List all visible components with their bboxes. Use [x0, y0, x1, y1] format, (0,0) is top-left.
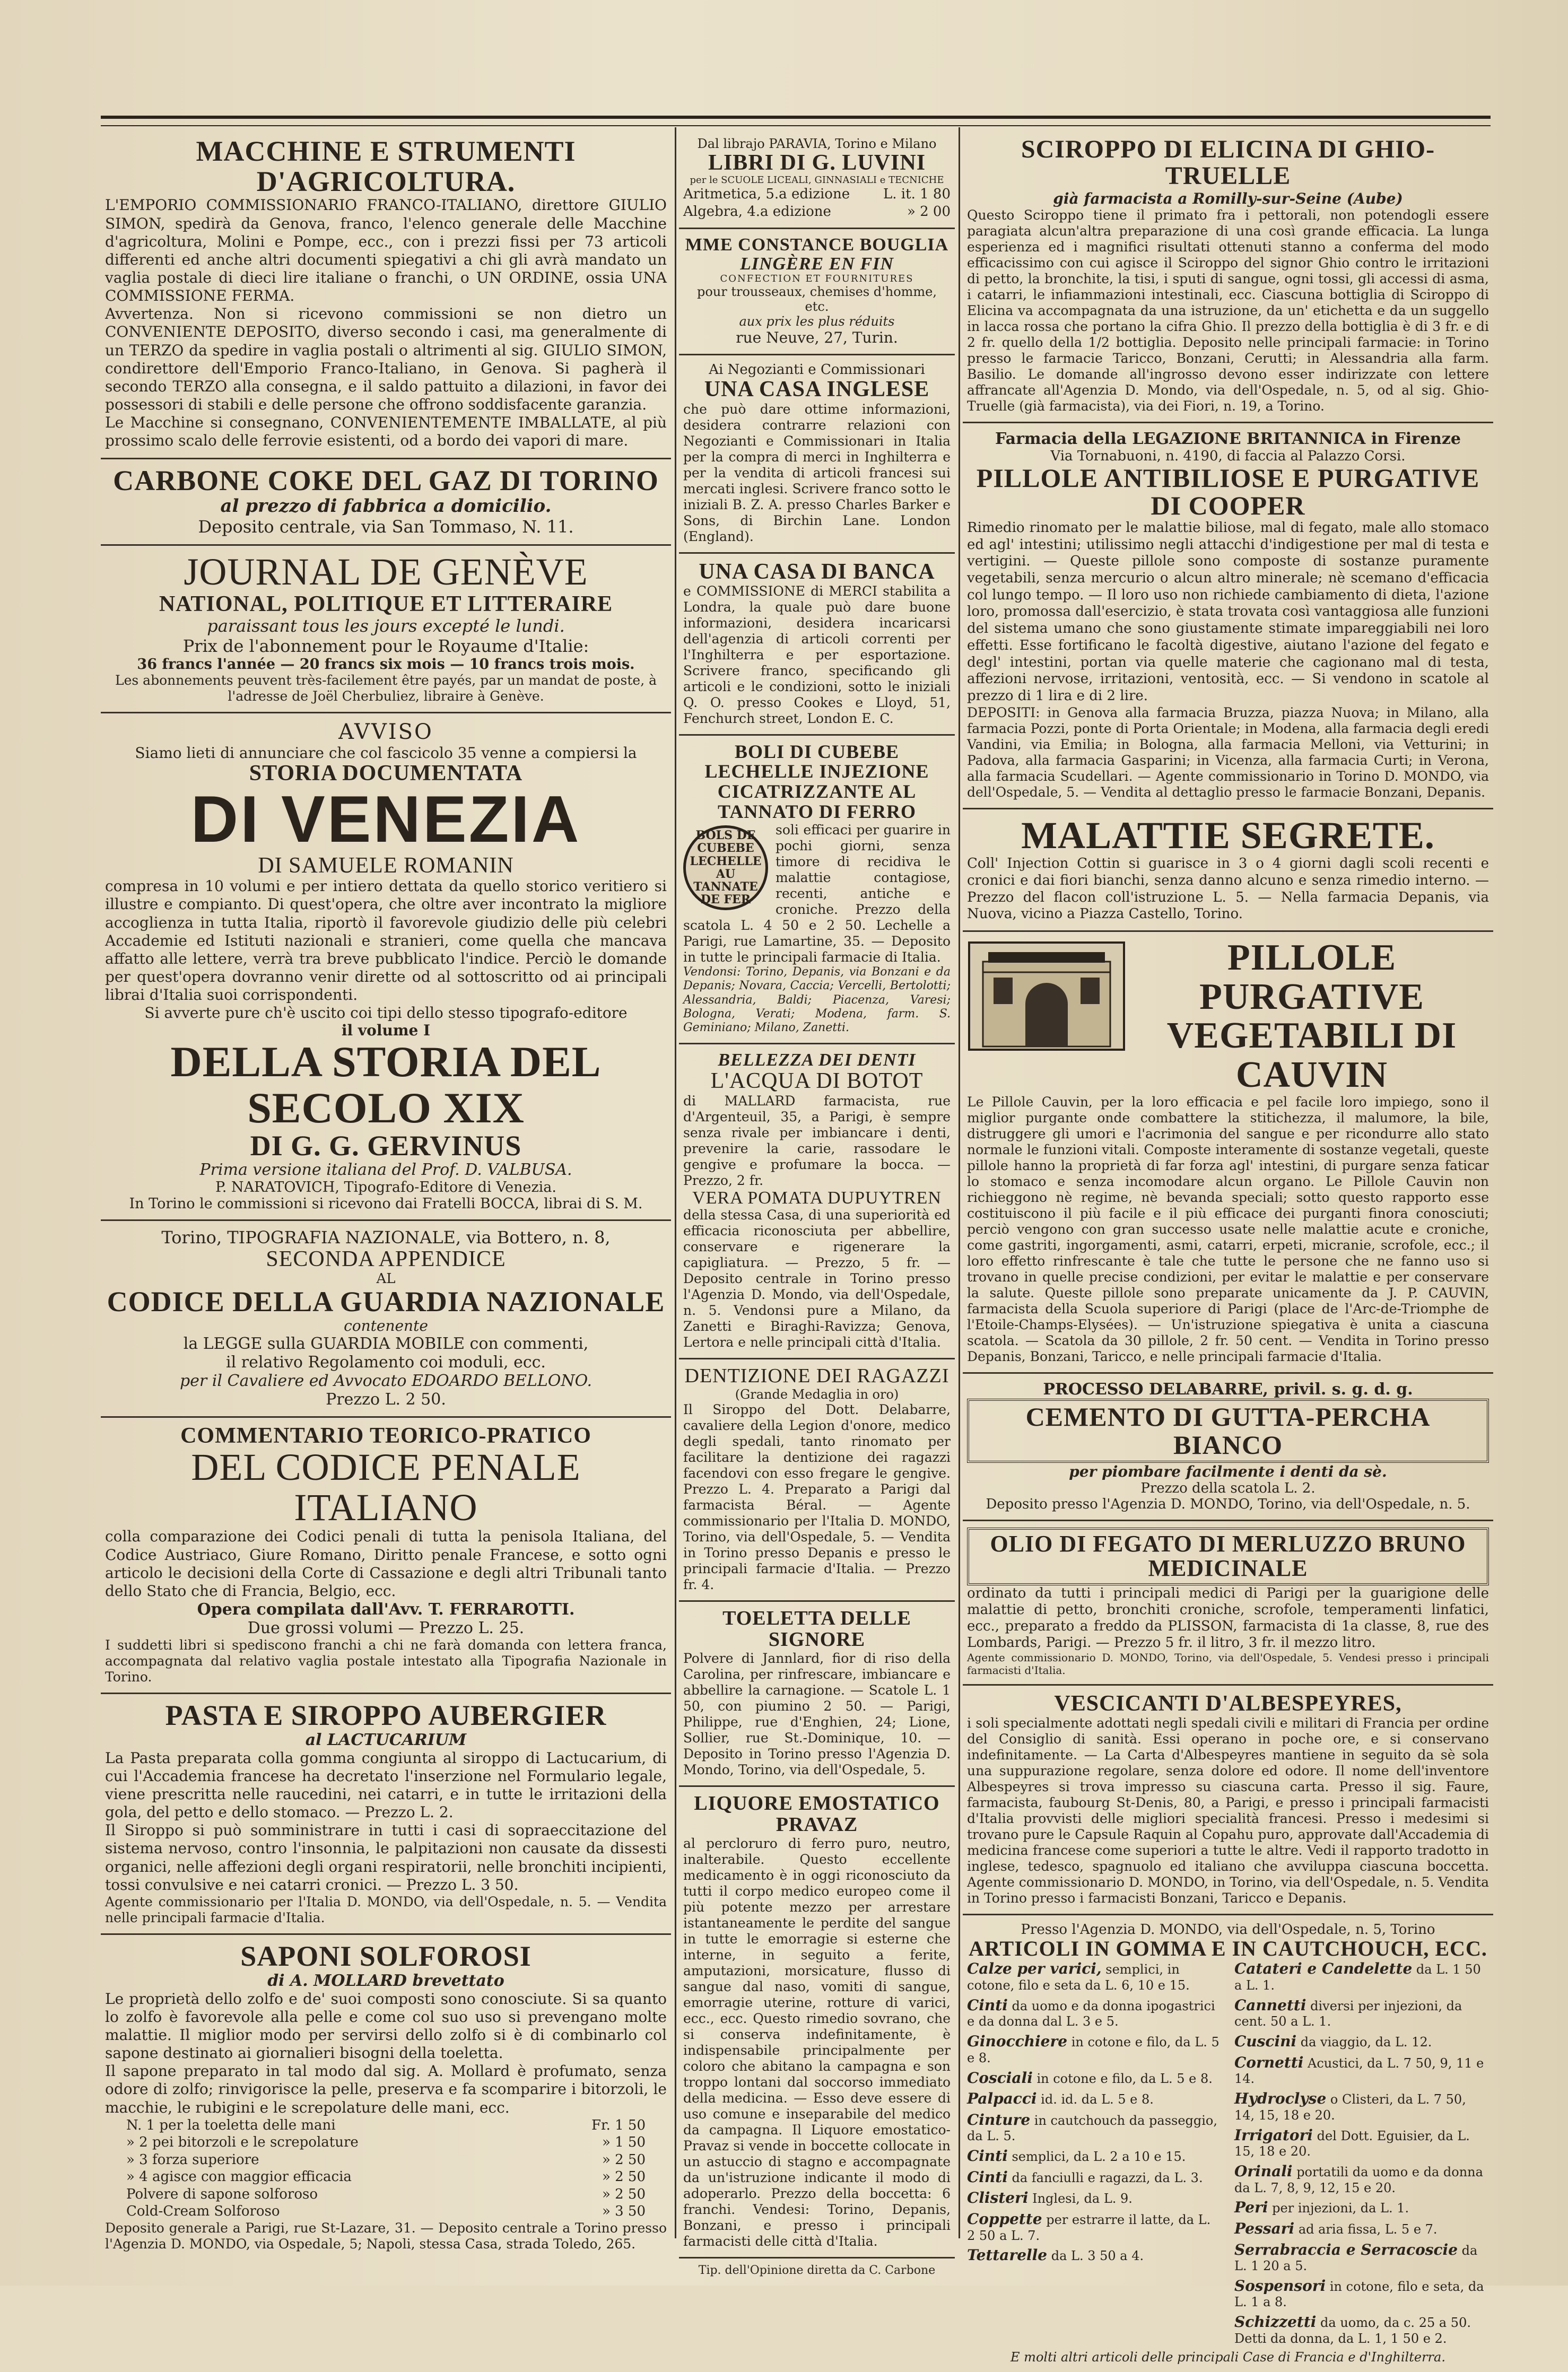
ad-title: L'ACQUA DI BOTOT [710, 1069, 924, 1094]
product-desc: in cotone, filo e seta, da L. 1 a 8. [1234, 2279, 1484, 2310]
ad-text: 36 francs l'année — 20 francs six mois — 10 francs trois mois. [137, 656, 635, 673]
product-name: Cinti [967, 2168, 1008, 2186]
ad-cemento-gutta-percha [963, 1374, 1493, 1521]
product-item [1234, 2277, 1489, 2310]
ad-title: SCIROPPO DI ELICINA DI GHIO-TRUELLE [1021, 135, 1435, 190]
ad-text: Deposito generale a Parigi, rue St-Lazare, 31. — Deposito centrale a Torino presso l'Agenzia D. MONDO, via Ospedale, 5; Napoli, stessa Casa, strada Toledo, 265. [105, 2220, 667, 2252]
ad-subtitle: STORIA DOCUMENTATA [249, 761, 523, 786]
price-label: » 3 forza superiore [126, 2151, 259, 2168]
top-rule [101, 116, 1491, 126]
ad-title: BELLEZZA DEI DENTI [718, 1050, 916, 1070]
product-name: Palpacci [967, 2090, 1037, 2108]
ad-text: Via Tornabuoni, n. 4190, di faccia al Palazzo Corsi. [1050, 448, 1406, 464]
ad-text: Agente commissionario per l'Italia D. MONDO, via dell'Ospedale, n. 5. — Vendita nelle principali farmacie d'Italia. [105, 1894, 667, 1925]
ad-text: Due grossi volumi — Prezzo L. 25. [247, 1618, 525, 1637]
ad-text: La Pasta preparata colla gomma congiunta al siroppo di Lactucarium, di cui l'Accademia francese ha decretato l'inserzione nel Formulario legale, viene prescritta nelle raucedini, nei catarri, e in tutte le irritazioni della gola, del petto e dello stomaco. — Prezzo L. 2. [105, 1749, 667, 1821]
ad-text: al prezzo di fabbrica a domicilio. [220, 495, 552, 517]
ad-text: In Torino le commissioni si ricevono dai Fratelli BOCCA, librai di S. M. [129, 1196, 643, 1213]
ad-text: colla comparazione dei Codici penali di tutta la penisola Italiana, del Codice Austriaco, Giure Romano, Diritto penale Francese, e sotto ogni articolo le decisioni della Corte di Cassazione e degli altri Tribunali tanto dello Stato che di Francia, Belgio, ecc. [105, 1528, 667, 1600]
product-name: Calze per varici, [967, 1960, 1102, 1978]
product-desc: id. id. da L. 5 e 8. [1036, 2092, 1154, 2107]
ad-text: compresa in 10 volumi e per intiero dettata da quello storico veritiero si illustre e compianto. Di quest'opera, che oltre aver incontrato la migliore accoglienza in tutta Italia, riportò il favorevole giudizio delle più celebri Accademie ed Istituti nazionali e stranieri, come quella che mancava affatto alle lettere, verrà tra breve pubblicato l'indice. Perciò le domande per quest'opera dovranno venir dirette od al sottoscritto od ai principali librai d'Italia suoi corrispondenti. [105, 877, 667, 1004]
product-item [1234, 2033, 1489, 2051]
product-item [967, 2189, 1222, 2207]
product-desc: da L. 1 50 a L. 1. [1234, 1962, 1481, 1993]
ad-pasta-aubergier [101, 1694, 671, 1935]
ad-articoli-gomma [963, 1915, 1493, 2371]
price-row [683, 186, 951, 203]
price-value: » 3 50 [602, 2203, 646, 2220]
ad-text: Opera compilata dall'Avv. T. FERRAROTTI. [197, 1600, 575, 1619]
product-item [1234, 2126, 1489, 2159]
ad-text: Deposito centrale, via San Tommaso, N. 11. [198, 517, 574, 537]
ad-text: Dal librajo PARAVIA, Torino e Milano [697, 136, 937, 151]
ad-libri-luvini [679, 130, 955, 229]
ad-text: Les abonnements peuvent très-facilement être payés, par un mandat de poste, à l'adresse de Joël Cherbuliez, libraire à Genève. [115, 672, 657, 704]
ad-text: Rimedio rinomato per le malattie biliose, mal di fegato, male allo stomaco ed agl' intestini; utilissimo negli attacchi d'indigestione per mal di testa e vertigini. — Queste pillole sono composte di sostanze puramente vegetabili, senza mercurio o alcun altro minerale; nè scemano d'efficacia col lungo tempo. — Il loro uso non richiede cambiamento di dieta, l'azione loro, promossa dall'esercizio, è stata trovata così vantaggiosa alle funzioni del sistema umano che sono giustamente stimate impareggiabili nei loro effetti. Esse fortificano le facoltà digestive, aiutano l'azione del fegato e degl' intestini, portan via quelle materie che cagionano mal di testa, affezioni nervose, irritazioni, ventosità, ecc. — Si vendono in scatole al prezzo di 1 lira e di 2 lire. [967, 519, 1489, 704]
price-label: Polvere di sapone solforoso [126, 2186, 318, 2202]
product-name: Cornetti [1234, 2053, 1304, 2071]
ad-text: al percloruro di ferro puro, neutro, inalterabile. Questo eccellente medicamento è in oggi riconosciuto da tutti il corpo medico europeo come il più potente mezzo per arrestare istantaneamente le perdite del sangue in tutte le emorragie si esterne che interne, in seguito a ferite, amputazioni, morsicature, flusso di sangue dal naso, vomiti di sangue, emorragie uterine, rotture di varici, ecc., ecc. Questo rimedio sovrano, che si conserva indefinitamente, è indispensabile principalmente per coloro che abitano la campagna e son troppo lontani dal soccorso immediato della medicina. — Esso deve essere di uso comune e inseparabile del medico da campagna. Il Liquore emostatico-Pravaz si vende in boccette collocate in un astuccio di stagno e accompagnate da un'istruzione indicante il modo di adoperarlo. Prezzo della boccetta: 6 franchi. Vendesi: Torino, Depanis, Bonzani, e presso i principali farmacisti delle città d'Italia. [683, 1835, 951, 2249]
product-item [967, 2090, 1222, 2108]
ad-text: paraissant tous les jours excepté le lundi. [207, 615, 565, 636]
product-name: Clisteri [967, 2189, 1029, 2207]
price-value: » 2 00 [907, 203, 951, 220]
product-item [967, 2210, 1222, 2243]
ad-author: DI G. G. GERVINUS [250, 1129, 522, 1162]
product-name: Ginocchiere [967, 2033, 1068, 2051]
ad-text: Il Siroppo del Dott. Delabarre, cavaliere della Legion d'onore, medico degli spedali, tanto rinomato per facilitare la dentizione dei ragazzi facendovi con esso fregare le gengive. Prezzo L. 4. Preparato a Parigi dal farmacista Béral. — Agente commissionario per l'Italia D. MONDO, Torino, via dell'Ospedale, 5. — Vendita in Torino presso Depanis e presso le principali farmacie d'Italia. — Prezzo fr. 4. [683, 1402, 951, 1593]
price-row [126, 2186, 646, 2203]
ad-botot [679, 1044, 955, 1359]
ad-subtitle: al LACTUCARIUM [305, 1730, 467, 1749]
price-row [126, 2151, 646, 2169]
price-value: » 2 50 [602, 2151, 646, 2168]
product-desc: Inglesi, da L. 9. [1028, 2191, 1133, 2207]
price-row [126, 2203, 646, 2220]
ad-text: Il sapone preparato in tal modo dal sig. A. Mollard è profumato, senza odore di zolfo; rinvigorisce la pelle, preserva e fa scomparire i bitorzoli, le macchie, le rubigini e le screpolature delle mani, ecc. [105, 2062, 667, 2116]
product-name: Cuscini [1234, 2033, 1297, 2051]
product-desc: semplici, in cotone, filo e seta da L. 6, 10 e 15. [967, 1962, 1190, 1993]
ad-label: AVVISO [338, 719, 433, 744]
product-name: Tettarelle [967, 2246, 1048, 2264]
product-name: Orinali [1234, 2162, 1293, 2180]
ad-text: E molti altri articoli delle principali Case di Francia e d'Inghilterra. [1011, 2349, 1445, 2365]
ad-sciroppo-elicina [963, 130, 1493, 423]
price-value: » 1 50 [602, 2134, 646, 2151]
ad-title: CEMENTO DI GUTTA-PERCHA BIANCO [967, 1399, 1489, 1463]
product-list-left [967, 1960, 1222, 2349]
product-name: Catateri e Candelette [1234, 1960, 1413, 1978]
ad-title: CARBONE COKE DEL GAZ DI TORINO [113, 464, 659, 496]
ad-title: LIBRI DI G. LUVINI [708, 151, 926, 175]
ad-dentizione [679, 1359, 955, 1602]
price-value: » 2 50 [602, 2186, 646, 2202]
product-item [967, 2069, 1222, 2087]
ad-title: VERA POMATA DUPUYTREN [692, 1188, 942, 1208]
product-name: Schizzetti [1234, 2313, 1317, 2331]
ad-title: PASTA E SIROPPO AUBERGIER [165, 1699, 607, 1731]
price-label: Algebra, 4.a edizione [683, 203, 831, 220]
price-label: Aritmetica, 5.a edizione [683, 186, 850, 203]
product-desc: da uomo, da c. 25 a 50. Detti da donna, da L. 1, 1 50 e 2. [1234, 2315, 1471, 2346]
product-desc: da L. 3 50 a 4. [1047, 2248, 1144, 2264]
ad-saponi [101, 1935, 671, 2260]
ad-title: BOLI DI CUBEBE LECHELLE INJEZIONE CICATRIZZANTE AL TANNATO DI FERRO [704, 740, 929, 823]
ad-casa-banca [679, 554, 955, 736]
ad-text: CONFECTION ET FOURNITURES [720, 273, 914, 285]
ad-text: Avvertenza. Non si ricevono commissioni se non dietro un CONVENIENTE DEPOSITO, diverso secondo i casi, ma generalmente di un TERZO da spedire in vaglia postali o altrimenti al sig. GIULIO SIMON, condirettore dell'Emporio Franco-Italiano, in Genova. Si pagherà il secondo TERZO alla consegna, e il saldo pattuito a dilazioni, in favor dei possessori di stabili e delle persone che offrono soddisfacente garanzia. [105, 305, 667, 414]
ad-olio-merluzzo [963, 1521, 1493, 1686]
ad-codice-penale [101, 1418, 671, 1694]
product-desc: diversi per injezioni, da cent. 50 a L. 1. [1234, 1998, 1462, 2029]
product-name: Serrabraccia e Serracoscie [1234, 2240, 1458, 2258]
ad-text: Vendonsi: Torino, Depanis, via Bonzani e da Depanis; Novara, Caccia; Vercelli, Bertolotti; Alessandria, Baldi; Piacenza, Varesi; Bologna, Verati; Modena, farm. S. Geminiano; Milano, Zanetti. [683, 965, 951, 1035]
ad-text: il relativo Regolamento coi moduli, ecc. [226, 1353, 546, 1372]
ad-text: Prix de l'abonnement pour le Royaume d'Italie: [182, 635, 589, 656]
product-name: Hydroclyse [1234, 2090, 1327, 2108]
product-item [1234, 2054, 1489, 2087]
ad-author: DI SAMUELE ROMANIN [258, 853, 514, 878]
product-desc: ad aria fissa, L. 5 e 7. [1294, 2221, 1438, 2237]
column-divider [959, 127, 960, 2238]
ad-text: per le SCUOLE LICEALI, GINNASIALI e TECNICHE [690, 175, 944, 186]
ad-title: TOELETTA DELLE SIGNORE [722, 1607, 911, 1651]
ad-title: SAPONI SOLFOROSI [240, 1940, 532, 1972]
ad-title: DENTIZIONE DEI RAGAZZI [684, 1365, 949, 1388]
ad-title: DI VENEZIA [190, 783, 581, 857]
ad-vescicanti [963, 1686, 1493, 1915]
ad-title: MALATTIE SEGRETE. [1021, 814, 1435, 857]
product-item [1234, 2241, 1489, 2274]
ad-text: per il Cavaliere ed Avvocato EDOARDO BELLONO. [179, 1372, 593, 1391]
ad-text: L'EMPORIO COMMISSIONARIO FRANCO-ITALIANO, direttore GIULIO SIMON, spedirà da Genova, franco, l'elenco generale delle Macchine d'agricoltura, Molini e Pompe, ecc., con i prezzi fissi per 73 articoli differenti ed anche altri documenti spiegativi a chi gli avrà mandato un vaglia postale di dieci lire italiane o franchi, o UN ORDINE, ossia UNA COMMISSIONE FERMA. [105, 196, 667, 305]
product-desc: in cotone e filo, da L. 5 e 8. [1032, 2071, 1213, 2086]
price-list [105, 2117, 667, 2220]
ad-subtitle: SECONDA APPENDICE [266, 1247, 506, 1272]
ad-macchine [101, 130, 671, 459]
product-desc: in cautchouch da passeggio, da L. 5. [967, 2113, 1218, 2144]
product-desc: del Dott. Eguisier, da L. 15, 18 e 20. [1234, 2128, 1470, 2159]
ad-text: di MALLARD farmacista, rue d'Argenteuil, 35, a Parigi, è sempre senza rivale per imbiancare i denti, prevenire la carie, rassodare le gengive e profumare la bocca. — Prezzo, 2 fr. [683, 1093, 951, 1188]
ad-text: la LEGGE sulla GUARDIA MOBILE con commenti, [183, 1335, 589, 1354]
ad-title: PILLOLE PURGATIVE VEGETABILI DI CAUVIN [1166, 937, 1457, 1095]
ad-pillole-cooper [963, 423, 1493, 809]
ad-carbone [101, 459, 671, 546]
ad-text: che può dare ottime informazioni, desidera contrarre relazioni con Negozianti e Commissionari in Italia per la compra di merci in Inghilterra e per la vendita di articoli francesi sui mercati inglesi. Scrivere franco sotto le iniziali B. Z. A. presso Charles Barker e Sons, di Birchin Lane. London (England). [683, 401, 951, 544]
product-name: Cannetti [1234, 1996, 1306, 2014]
price-label: » 2 pei bitorzoli e le screpolature [126, 2134, 359, 2151]
product-item [967, 2033, 1222, 2065]
printer-imprint: Tip. dell'Opinione diretta da C. Carbone [698, 2263, 936, 2277]
product-name: Irrigatori [1234, 2126, 1313, 2144]
product-name: Cinti [967, 1996, 1008, 2014]
ad-title: LIQUORE EMOSTATICO PRAVAZ [694, 1792, 940, 1836]
ad-text: pour trousseaux, chemises d'homme, etc. [696, 284, 937, 315]
ad-text: Presso l'Agenzia D. MONDO, via dell'Ospedale, n. 5, Torino [1021, 1922, 1435, 1938]
ad-casa-inglese [679, 355, 955, 553]
product-item [1234, 1960, 1489, 1993]
ad-pillole-cauvin [963, 932, 1493, 1374]
ad-text: Le Pillole Cauvin, per la loro efficacia e pel facile loro impiego, sono il miglior purgante onde combattere la stitichezza, il malumore, la bile, distruggere gli umori e l'acrimonia del sangue e per ricondurre allo stato normale le funzioni vitali. Composte interamente di sostanze vegetali, queste pillole hanno la proprietà di far forza agl' intestini, di purgare senza faticar lo stomaco e senza incomodare alcun organo. Le Pillole Cauvin non richieggono nè regime, nè bevanda speciali; sotto questo rapporto esse costituiscono il più facile e il più efficace dei purganti finora conosciuti; perciò vengono con gran successo usate nelle malattie acute e croniche, come gastriti, ingorgamenti, asmi, catarri, erpeti, micranie, scrofole, ecc.; il loro effetto rinfrescante è tale che tutte le persone che ne fanno uso si trovano in quelle precise condizioni, per evitar le malattie e per conservare la salute. Queste pillole sono preparate unicamente da J. P. CAUVIN, farmacista della Scuola superiore di Parigi (place de l'Arc-de-Triomphe de l'Etoile-Champs-Elysées). — Un'istruzione spiegativa è unita a ciascuna scatola. — Scatola da 30 pillole, 2 fr. 50 cent. — Vendita in Torino presso Depanis, Bonzani, Taricco, e nelle principali farmacie d'Italia. [967, 1094, 1489, 1365]
ad-title: MACCHINE E STRUMENTI D'AGRICOLTURA. [196, 135, 576, 197]
ad-text: Questo Sciroppo tiene il primato fra i pettorali, non potendogli essere paragiata alcun'altra preparazione di una così grande efficacia. La lunga esperienza ed i magnifici risultati ottenuti stanno a conferma del modo efficacissimo con cui agisce il Sciroppo del signor Ghio contro le irritazioni di petto, la bronchite, la tisi, i sputi di sangue, ogni tossi, gli accessi di asma, i catarri, le infiammazioni intestinali, ecc. Ciascuna bottiglia di Sciroppo di Elicina va accompagnata da una istruzione, da un' etichetta e da un suggello in lacca rossa che portano la cifra Ghio. Il prezzo della bottiglia è di 3 fr. e di 2 fr. quello della 1/2 bottiglia. Deposito nelle principali farmacie: in Torino presso le farmacie Taricco, Bonzani, Cerutti; in Alessandria alla farm. Basilio. Le domande all'ingrosso devono esser indirizzate con lettere affrancate all'Agenzia D. Mondo, via dell'Ospedale, n. 5, od al sig. Ghio-Truelle (già farmacista), via dei Fiori, n. 19, a Torino. [967, 207, 1489, 414]
ad-subtitle: (Grande Medaglia in oro) [735, 1387, 899, 1402]
ad-title: MME CONSTANCE BOUGLIA [685, 235, 949, 255]
ad-bouglia [679, 229, 955, 355]
middle-column [679, 130, 955, 2277]
product-item [1234, 2090, 1489, 2123]
product-grid [967, 1960, 1489, 2349]
ad-text: Si avverte pure ch'è uscito coi tipi dello stesso tipografo-editore [144, 1004, 628, 1022]
price-value: Fr. 1 50 [591, 2117, 646, 2133]
ad-malattie-segrete [963, 809, 1493, 932]
price-value: » 2 50 [602, 2169, 646, 2185]
ad-title: DELLA STORIA DEL SECOLO XIX [170, 1037, 602, 1132]
product-name: Peri [1234, 2199, 1268, 2217]
product-desc: portatili da uomo e da donna da L. 7, 8, 9, 12, 15 e 20. [1234, 2164, 1483, 2195]
ad-text: e COMMISSIONE di MERCI stabilita a Londra, la quale può dare buone informazioni, desidera incaricarsi dell'agenzia di articoli correnti per l'Inghilterra e per esportazione. Scrivere franco, specificando gli articoli e le condizioni, sotto le iniziali Q. O. presso Cookes e Lloyd, 51, Fenchurch street, London E. C. [683, 583, 951, 726]
ad-text: Farmacia della LEGAZIONE BRITANNICA in Firenze [995, 429, 1461, 448]
column-divider [675, 127, 676, 2238]
ad-avviso-venezia [101, 713, 671, 1221]
price-value: L. it. 1 80 [883, 186, 951, 203]
ad-price: Prezzo della scatola L. 2. [1140, 1480, 1316, 1497]
product-item [967, 1960, 1222, 1993]
price-row [126, 2134, 646, 2151]
ad-text: Deposito presso l'Agenzia D. MONDO, Torino, via dell'Ospedale, n. 5. [986, 1496, 1470, 1513]
ad-text: aux prix les plus réduits [739, 314, 895, 329]
product-item [1234, 2199, 1489, 2217]
product-name: Sospensori [1234, 2277, 1326, 2295]
price-row [126, 2168, 646, 2186]
ad-text: Ai Negozianti e Commissionari [709, 362, 925, 378]
product-item [967, 2168, 1222, 2186]
product-item [967, 2246, 1222, 2264]
product-desc: per injezioni, da L. 1. [1268, 2201, 1409, 2216]
product-name: Pessari [1234, 2219, 1295, 2237]
ad-subtitle: già farmacista a Romilly-sur-Seine (Aube) [1053, 189, 1403, 207]
price-list [683, 186, 951, 220]
price-row [683, 203, 951, 221]
price-label: Cold-Cream Solforoso [126, 2203, 280, 2220]
product-desc: per estrarre il latte, da L. 2 50 a L. 7. [967, 2212, 1211, 2243]
ad-title: UNA CASA DI BANCA [699, 559, 935, 584]
ad-title: ARTICOLI IN GOMMA E IN CAUTCHOUCH, ECC. [969, 1937, 1487, 1961]
ad-text: rue Neuve, 27, Turin. [736, 329, 898, 347]
price-label: N. 1 per la toeletta delle mani [126, 2117, 336, 2133]
ad-text: Le proprietà dello zolfo e de' suoi composti sono conosciute. Si sa quanto lo zolfo è favorevole alla pelle e come col suo uso si prevengano molte malattie. Il miglior modo per servirsi dello zolfo si è di combinarlo col sapone destinato ai giornalieri bisogni della toeletta. [105, 1990, 667, 2062]
product-item [967, 2147, 1222, 2165]
ad-text: della stessa Casa, di una superiorità ed efficacia riconosciuta per abbellire, conservare e rigenerare la capigliatura. — Prezzo, 5 fr. — Deposito centrale in Torino presso l'Agenzia D. Mondo, via dell'Ospedale, n. 5. Vendonsi pure a Milano, da Zanetti e Biraghi-Ravizza; Genova, Lertora e nelle principali città d'Italia. [683, 1207, 951, 1350]
ad-text: Prima versione italiana del Prof. D. VALBUSA. [199, 1161, 572, 1180]
ad-text: Siamo lieti di annunciare che col fascicolo 35 venne a compiersi la [135, 744, 637, 762]
ad-text: DEPOSITI: in Genova alla farmacia Bruzza, piazza Nuova; in Milano, alla farmacia Pozzi, ponte di Porta Orientale; in Modena, alla farmacia degli eredi Vandini, via Emilia; in Bologna, alla farmacia Melloni, via Vetturini; in Padova, alla farmacia Gasparini; in Vicenza, alla farmacia Curti; in Verona, alla farmacia Scudellari. — Agente commissionario in Torino D. MONDO, via dell'Ospedale, 5. — Vendita al dettaglio presso le farmacie Bonzani, Depanis. [967, 704, 1489, 800]
ad-subtitle: di A. MOLLARD brevettato [267, 1971, 504, 1990]
ad-toeletta [679, 1602, 955, 1787]
ad-journal-de-geneve [101, 546, 671, 713]
ad-title: VESCICANTI D'ALBESPEYRES, [1054, 1691, 1402, 1716]
ad-title: JOURNAL DE GENÈVE [184, 551, 588, 594]
product-desc: in cotone e filo, da L. 5 e 8. [967, 2035, 1219, 2065]
product-desc: da L. 1 20 a 5. [1234, 2243, 1478, 2274]
ad-title: CODICE DELLA GUARDIA NAZIONALE [107, 1286, 665, 1318]
product-item [967, 1996, 1222, 2029]
right-column [963, 130, 1493, 2365]
ad-text: PROCESSO DELABARRE, privil. s. g. d. g. [1043, 1380, 1413, 1399]
product-list-right [1234, 1960, 1489, 2349]
ad-boli-cubebe [679, 736, 955, 1044]
ad-title: PILLOLE ANTIBILIOSE E PURGATIVE DI COOPER [976, 463, 1480, 521]
product-desc: o Clisteri, da L. 7 50, 14, 15, 18 e 20. [1234, 2092, 1466, 2123]
ad-text: AL [376, 1271, 396, 1287]
ad-title: UNA CASA INGLESE [704, 377, 930, 402]
product-name: Cinti [967, 2147, 1008, 2165]
product-desc: semplici, da L. 2 a 10 e 15. [1007, 2149, 1186, 2165]
ad-liquore-pravaz [679, 1787, 955, 2258]
product-desc: da uomo e da donna ipogastrici e da donna dal L. 3 e 5. [967, 1998, 1215, 2029]
ad-text: i soli specialmente adottati negli spedali civili e militari di Francia per ordine del Consiglio di sanità. Essi operano in poche ore, e si conservano indefinitamente. — La Carta d'Albespeyres mantiene in seguito da sè sola una suppurazione regolare, senza dolore ed odore. Il nome dell'inventore Albespeyres si trova impresso su ciascuna carta. Presso il sig. Faure, farmacista, faubourg St-Denis, 80, a Parigi, e presso i principali farmacisti d'Italia provvisti delle migliori specialità francesi. Presso i medesimi si trovano pure le Capsule Raquin al Copahu puro, approvate dall'Accademia di medicina francese come superiori a tutte le altre. Vedi il rapporto tradotto in inglese, tedesco, spagnuolo ed italiano che avviluppa ciascuna boccetta. Agente commissionario D. MONDO, in Torino, via dell'Ospedale, n. 5. Vendita in Torino presso i farmacisti Bonzani, Taricco e Depanis. [967, 1715, 1489, 1906]
product-name: Cinture [967, 2111, 1031, 2129]
product-item [1234, 2220, 1489, 2238]
ad-text: soli efficaci per guarire in pochi giorni, senza timore di recidiva le malattie contagiose, recenti, antiche e croniche. Prezzo della scatola L. 4 50 e 2 50. Lechelle a Parigi, rue Lamartine, 35. — Deposito in tutte le principali farmacie di Italia. [683, 822, 951, 965]
product-desc: da fanciulli e ragazzi, da L. 3. [1007, 2170, 1203, 2185]
ad-text: P. NARATOVICH, Tipografo-Editore di Venezia. [215, 1179, 556, 1196]
ad-title: OLIO DI FEGATO DI MERLUZZO BRUNO MEDICINALE [967, 1528, 1489, 1585]
ad-text: per piombare facilmente i denti da sè. [1069, 1463, 1387, 1481]
ad-title: COMMENTARIO TEORICO-PRATICO [180, 1424, 591, 1449]
product-name: Coppette [967, 2210, 1042, 2228]
pharmacy-building-illustration [967, 940, 1126, 1052]
product-item [1234, 2313, 1489, 2346]
ad-title: DEL CODICE PENALE ITALIANO [191, 1446, 581, 1529]
product-item [1234, 2162, 1489, 2195]
ad-text: contenente [344, 1317, 428, 1335]
ad-text: ordinato da tutti i principali medici di Parigi per la guarigione delle malattie di petto, bronchiti croniche, scrofole, temperamenti linfatici, ecc., preparato a freddo da PLISSON, farmacista di 1a classe, 8, rue des Lombards, Parigi. — Prezzo 5 fr. il litro, 3 fr. il mezzo litro. [967, 1585, 1489, 1651]
left-column [101, 130, 671, 2252]
product-name: Cosciali [967, 2069, 1033, 2087]
ad-subtitle: NATIONAL, POLITIQUE ET LITTERAIRE [159, 591, 613, 616]
ad-text: Le Macchine si consegnano, CONVENIENTEMENTE IMBALLATE, al più prossimo scalo delle ferrovie esistenti, od a bordo dei vapori di mare. [105, 414, 667, 450]
ad-text: Agente commissionario D. MONDO, Torino, via dell'Ospedale, 5. Vendesi presso i principali farmacisti d'Italia. [967, 1651, 1489, 1677]
ad-text: I suddetti libri si spediscono franchi a chi ne farà domanda con lettera franca, accompagnata dal relativo vaglia postale intestato alla Tipografia Nazionale in Torino. [105, 1637, 667, 1685]
ad-text: Torino, TIPOGRAFIA NAZIONALE, via Bottero, n. 8, [161, 1227, 611, 1248]
price-row [126, 2117, 646, 2134]
product-desc: Acustici, da L. 7 50, 9, 11 e 14. [1234, 2055, 1484, 2087]
price-label: » 4 agisce con maggior efficacia [126, 2169, 352, 2185]
ad-subtitle: LINGÈRE EN FIN [740, 254, 894, 274]
ad-text: il volume I [341, 1022, 431, 1040]
ad-text: Il Siroppo si può somministrare in tutti i casi di sopraeccitazione del sistema nervoso, contro l'insonnia, le palpitazioni non causate da dissesti organici, nelle affezioni degli organi respiratorii, nelle bronchiti incipienti, tossi convulsive e nei catarri cronici. — Prezzo L. 3 50. [105, 1821, 667, 1894]
ad-text: Polvere di Jannlard, fior di riso della Carolina, per rinfrescare, imbiancare e abbellire la carnagione. — Scatole L. 1 50, con piumino 2 50. — Parigi, Philippe, rue d'Enghien, 24; Lione, Sollier, rue St.-Dominique, 10. — Deposito in Torino presso l'Agenzia D. Mondo, Torino, via dell'Ospedale, 5. [683, 1650, 951, 1777]
product-desc: da viaggio, da L. 12. [1296, 2035, 1432, 2050]
seal-emblem: BOLS DE CUBEBE LECHELLE AU TANNATE DE FER [683, 825, 768, 910]
product-item [1234, 1996, 1489, 2029]
ad-codice-guardia [101, 1221, 671, 1418]
ad-price: Prezzo L. 2 50. [326, 1390, 446, 1409]
product-item [967, 2111, 1222, 2144]
ad-text: Coll' Injection Cottin si guarisce in 3 o 4 giorni dagli scoli recenti e cronici e dai fiori bianchi, senza danno alcuno e senza rimedio interno. — Prezzo del flacon coll'istruzione L. 5. — Nella farmacia Depanis, via Nuova, vicino a Piazza Castello, Torino. [967, 856, 1489, 922]
